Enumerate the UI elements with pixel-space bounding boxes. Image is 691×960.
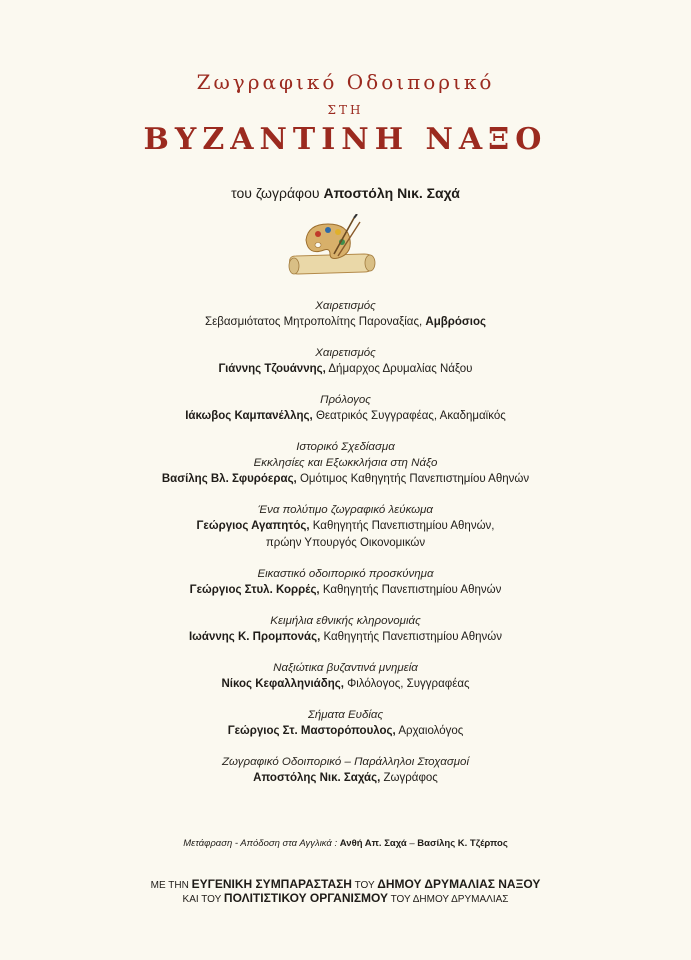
entry-role: Αρχαιολόγος <box>398 725 464 737</box>
support-text: ΤΟΥ <box>354 880 375 891</box>
entry-name: Γεώργιος Αγαπητός, <box>196 520 310 532</box>
entry-historical-sketch <box>0 439 691 488</box>
entry-byzantine-monuments <box>0 660 691 693</box>
author-line <box>0 185 691 201</box>
translator-1: Ανθή Απ. Σαχά <box>339 838 407 849</box>
entry-name: Αποστόλης Νικ. Σαχάς, <box>253 772 381 784</box>
entry-role: Θεατρικός Συγγραφέας, Ακαδημαϊκός <box>315 410 506 422</box>
support-text: ΚΑΙ ΤΟΥ <box>182 894 222 905</box>
support-text: ΜΕ ΤΗΝ <box>150 880 189 891</box>
entry-name: Γεώργιος Στυλ. Κορρές, <box>189 584 320 596</box>
entry-heading: Κειμήλια εθνικής κληρονομιάς <box>270 615 421 627</box>
entry-heirlooms <box>0 613 691 646</box>
entry-name: Ιάκωβος Καμπανέλλης, <box>185 410 313 422</box>
entry-heading: Ιστορικό Σχεδίασμα <box>296 441 395 453</box>
author-prefix: του ζωγράφου <box>231 185 320 201</box>
support-line-1 <box>0 878 691 892</box>
title-line-3: ΒΥΖΑΝΤΙΝΗ ΝΑΞΟ <box>143 122 548 157</box>
author-name: Αποστόλη Νικ. Σαχά <box>323 185 460 201</box>
support-credit <box>0 878 691 906</box>
translation-credit <box>0 838 691 849</box>
entry-heading: Σήματα Ευδίας <box>307 709 384 721</box>
entry-role: Φιλόλογος, Συγγραφέας <box>347 678 470 690</box>
entry-role-2: πρώην Υπουργός Οικονομικών <box>265 537 426 549</box>
support-emph: ΕΥΓΕΝΙΚΗ ΣΥΜΠΑΡΑΣΤΑΣΗ <box>191 877 352 891</box>
entry-name: Βασίλης Βλ. Σφυρόερας, <box>161 473 297 485</box>
contents-list <box>0 298 691 801</box>
entry-heading: Ζωγραφικό Οδοιπορικό – Παράλληλοι Στοχασμοί <box>221 756 470 768</box>
entry-name: Ιωάννης Κ. Προμπονάς, <box>188 631 321 643</box>
entry-heading: Ναξιώτικα βυζαντινά μνημεία <box>273 662 418 674</box>
support-emph: ΔΗΜΟΥ ΔΡΥΜΑΛΙΑΣ ΝΑΞΟΥ <box>377 877 541 891</box>
entry-heading: Ένα πολύτιμο ζωγραφικό λεύκωμα <box>258 504 433 516</box>
translator-2: Βασίλης Κ. Τζέρπος <box>417 838 508 849</box>
entry-pilgrimage <box>0 566 691 599</box>
entry-greeting-mayor <box>0 345 691 378</box>
entry-name: Γιάννης Τζουάννης, <box>218 363 326 375</box>
entry-role: Καθηγητής Πανεπιστημίου Αθηνών <box>323 631 502 643</box>
entry-role: Ομότιμος Καθηγητής Πανεπιστημίου Αθηνών <box>299 473 530 485</box>
support-line-2 <box>0 892 691 906</box>
entry-role: Ζωγράφος <box>383 772 438 784</box>
entry-signs <box>0 707 691 740</box>
entry-valuable-album <box>0 502 691 552</box>
entry-heading: Χαιρετισμός <box>315 347 376 359</box>
entry-name: Γεώργιος Στ. Μαστορόπουλος, <box>227 725 396 737</box>
entry-heading: Εικαστικό οδοιπορικό προσκύνημα <box>257 568 434 580</box>
support-text: ΤΟΥ ΔΗΜΟΥ ΔΡΥΜΑΛΙΑΣ <box>390 894 509 905</box>
entry-role: Δήμαρχος Δρυμαλίας Νάξου <box>328 363 473 375</box>
translation-separator: – <box>406 838 418 849</box>
entry-prologue <box>0 392 691 425</box>
entry-name: Νίκος Κεφαλληνιάδης, <box>221 678 344 690</box>
support-emph: ΠΟΛΙΤΙΣΤΙΚΟΥ ΟΡΓΑΝΙΣΜΟΥ <box>223 891 389 905</box>
entry-parallel-thoughts <box>0 754 691 787</box>
entry-role: Καθηγητής Πανεπιστημίου Αθηνών <box>322 584 502 596</box>
entry-role: Καθηγητής Πανεπιστημίου Αθηνών, <box>312 520 495 532</box>
entry-subheading: Εκκλησίες και Εξωκκλήσια στη Νάξο <box>253 457 438 469</box>
entry-heading: Χαιρετισμός <box>315 300 376 312</box>
entry-name: Αμβρόσιος <box>425 316 486 328</box>
title-line-2: ΣΤΗ <box>327 103 364 117</box>
title-line-1: Ζωγραφικό Οδοιπορικό <box>196 70 495 94</box>
entry-role: Σεβασμιότατος Μητροπολίτης Παροναξίας, <box>205 316 423 328</box>
entry-heading: Πρόλογος <box>320 394 371 406</box>
translation-label: Μετάφραση - Απόδοση στα Αγγλικά : <box>183 838 338 849</box>
palette-scroll-emblem-icon <box>284 214 380 286</box>
entry-greeting-metropolitan <box>0 298 691 331</box>
